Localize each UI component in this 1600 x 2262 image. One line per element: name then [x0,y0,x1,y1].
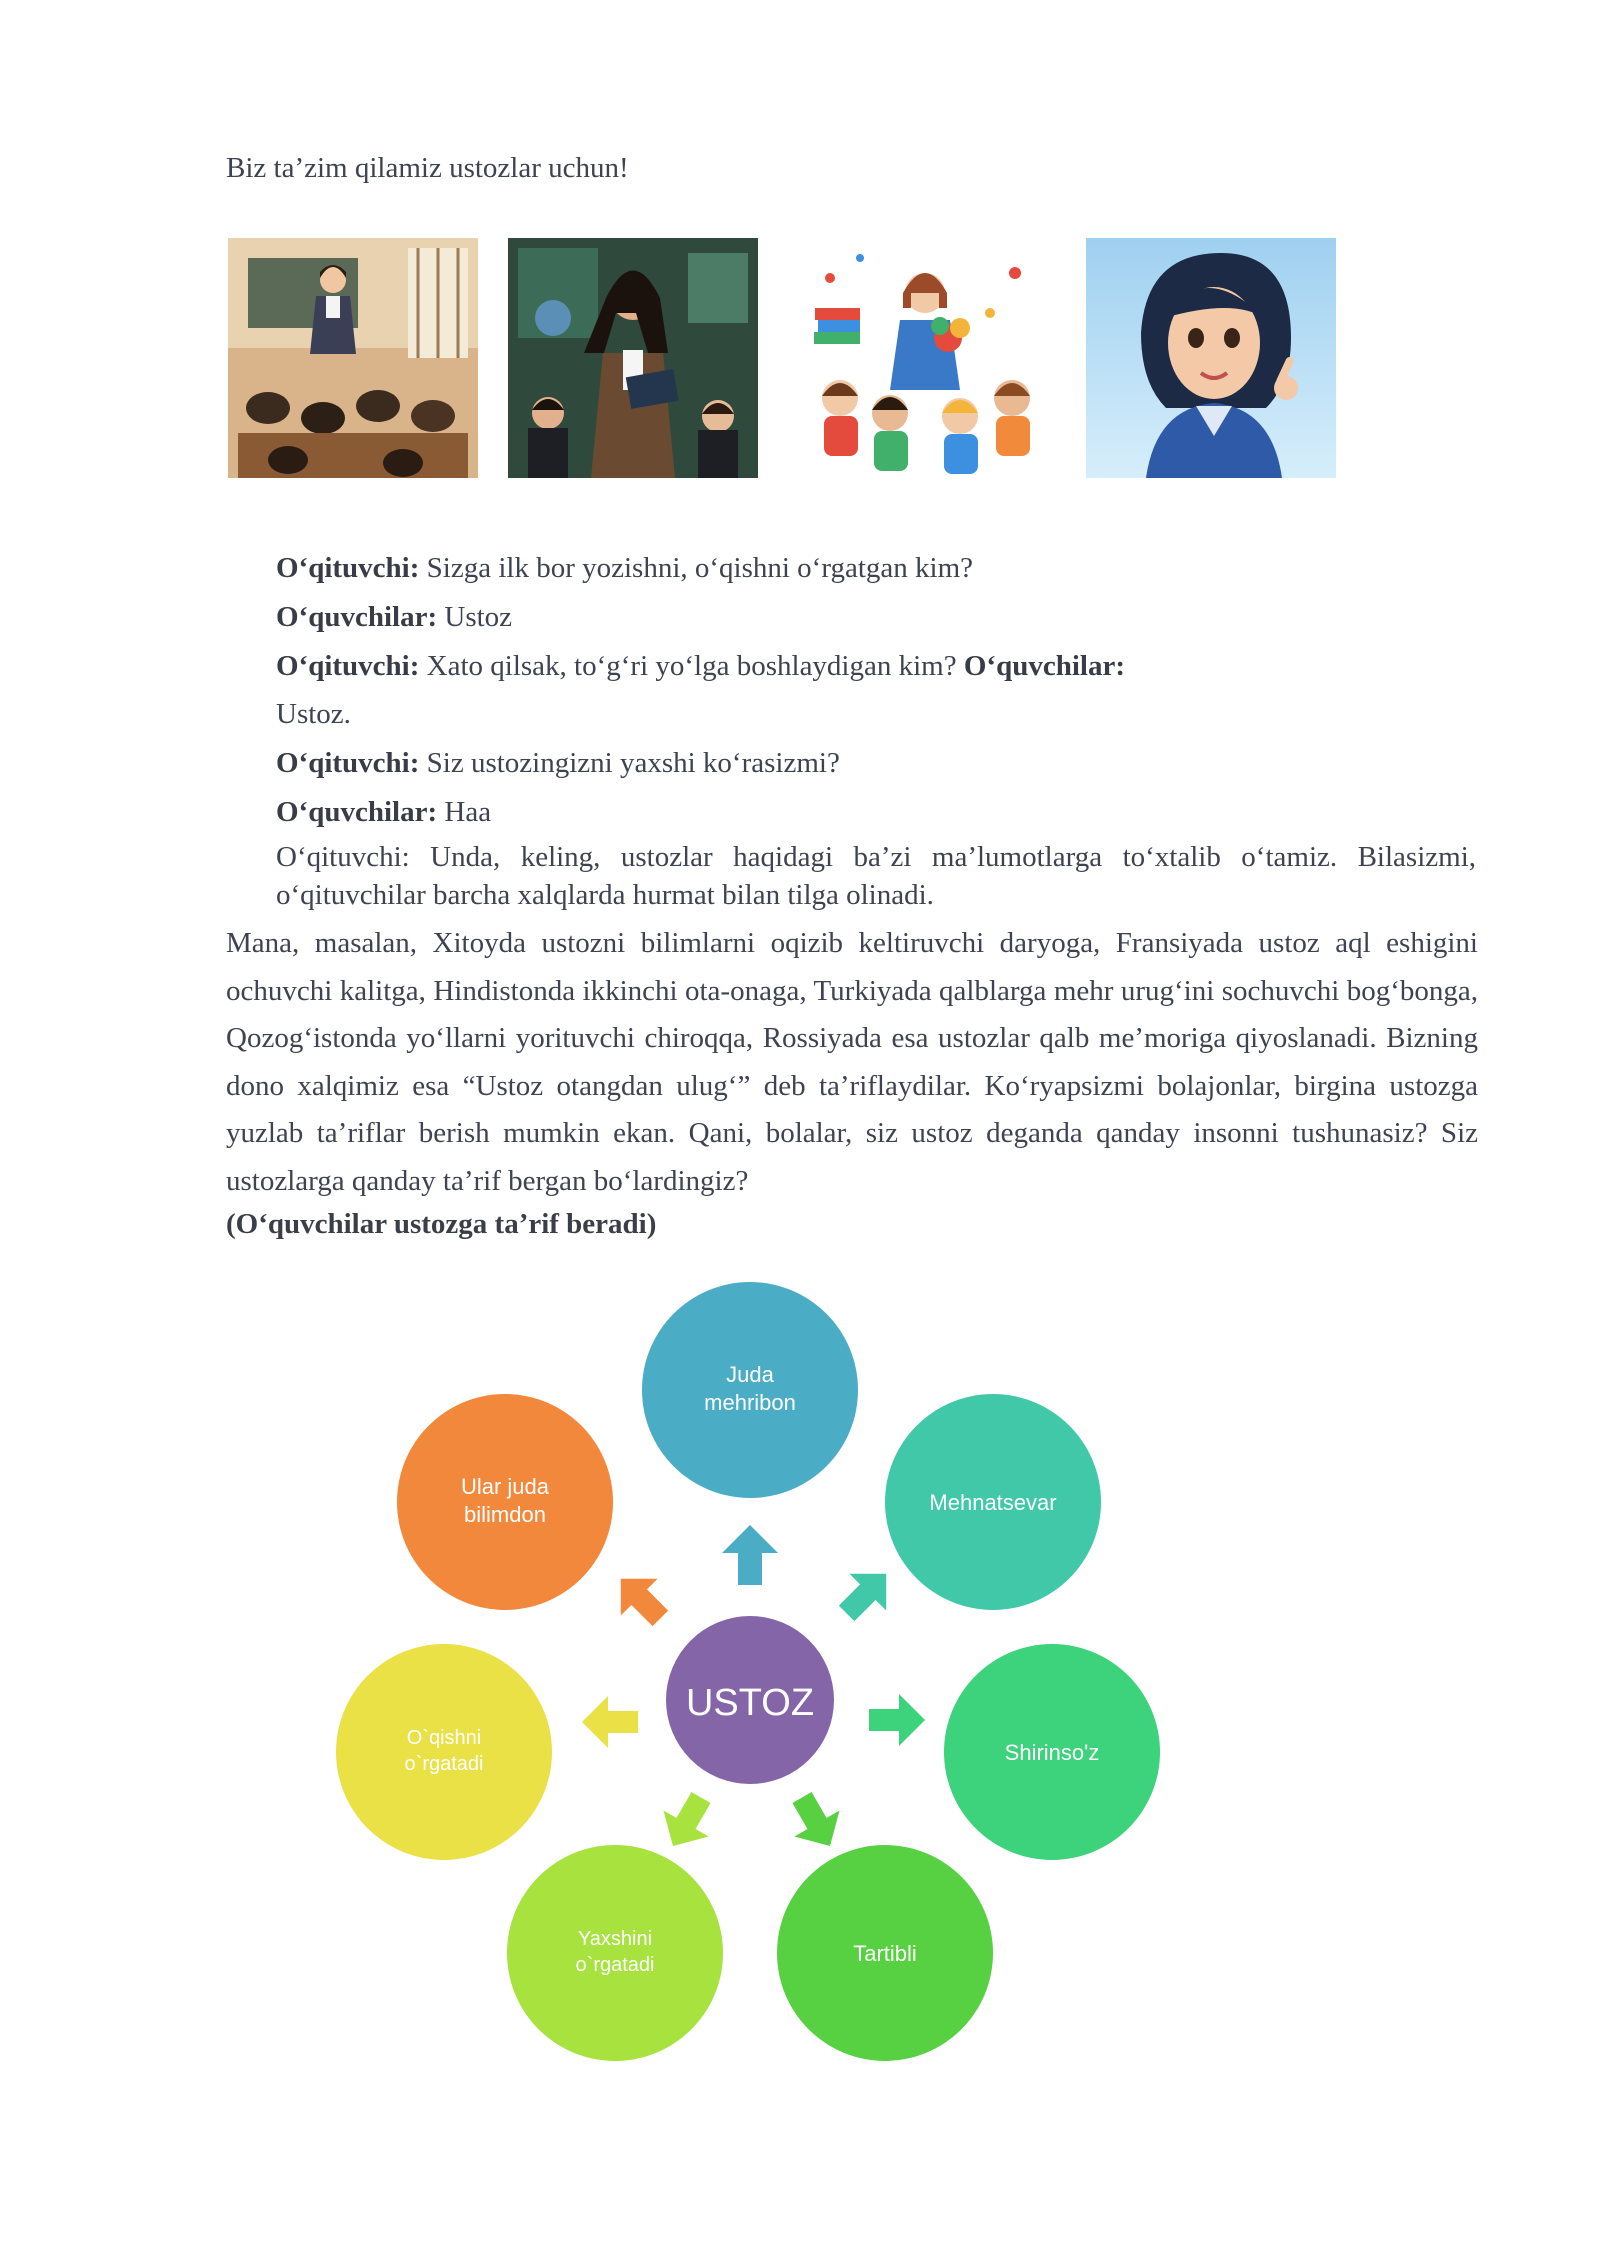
arrow-icon [650,1784,723,1858]
circle-lower-right [777,1845,993,2061]
dialogue-line-5 [276,794,491,830]
circle-upper-right-label: Mehnatsevar [929,1490,1057,1515]
dialogue-line-3 [276,648,1125,684]
dialogue-line-1 [276,550,973,586]
speaker-teacher: O‘qituvchi: [276,552,420,584]
circle-left-label-1: O`qishni [406,1727,482,1749]
center-label: USTOZ [685,1682,815,1724]
dialogue-line-2 [276,599,512,635]
speaker-students: O‘quvchilar: [276,796,438,828]
circle-upper-left [397,1394,613,1610]
circle-upper-right [885,1394,1101,1610]
circle-right-label: Shirinso'z [1004,1740,1100,1765]
instruction-line [226,1208,656,1241]
arrow-icon [722,1525,778,1585]
arrow-icon [602,1560,678,1636]
circle-lower-left-label-1: Yaxshini [577,1928,653,1950]
ustoz-cycle-diagram [300,1270,1200,2080]
arrow-icon [582,1696,638,1748]
circle-lower-left [507,1845,723,2061]
circle-lower-right-label: Tartibli [853,1941,917,1966]
circle-top-label-2: mehribon [704,1390,796,1415]
dialogue-text: Xato qilsak, to‘g‘ri yo‘lga boshlaydigan kim? [419,650,964,682]
arrow-icon [828,1555,904,1631]
arrow-icon [779,1784,852,1858]
classroom-illustration [228,238,478,478]
dialogue-answer-3: Ustoz. [276,698,351,730]
speaker-teacher: O‘qituvchi: [276,650,420,682]
circle-right [944,1644,1160,1860]
circle-lower-left-label-2: o`rgatadi [575,1954,655,1976]
circle-left [336,1644,552,1860]
circle-upper-left-label-1: Ular juda [460,1474,550,1499]
dialogue-text: Siz ustozingizni yaxshi ko‘rasizmi? [419,747,840,779]
instruction-text: (O‘quvchilar ustozga ta’rif beradi) [226,1208,657,1240]
intro-line: Biz ta’zim qilamiz ustozlar uchun! [226,152,629,184]
circle-center [666,1616,834,1784]
teacher-with-book-illustration [508,238,758,478]
dialogue-text: Sizga ilk bor yozishni, o‘qishni o‘rgatgan kim? [419,552,974,584]
teacher-with-children-illustration [800,238,1050,478]
circle-upper-left-label-2: bilimdon [464,1502,546,1527]
circle-top-label-1: Juda [726,1362,774,1387]
speaker-students: O‘quvchilar: [963,650,1125,682]
speaker-teacher: O‘qituvchi: [276,747,420,779]
dialogue-text: Haa [437,796,492,828]
dialogue-line-4 [276,745,840,781]
dialogue-line-6: O‘qituvchi: Unda, keling, ustozlar haqidagi ba’zi ma’lumotlarga to‘xtalib o‘tamiz. Bilasizmi, o‘qituvchilar barcha xalqlarda hurmat bilan tilga olinadi. [276,841,1476,911]
circle-top [642,1282,858,1498]
speaker-students: O‘quvchilar: [276,601,438,633]
circle-left-label-2: o`rgatadi [404,1753,484,1775]
teacher-portrait-illustration [1086,238,1336,478]
arrow-icon [869,1694,925,1746]
dialogue-text: Ustoz [437,601,513,633]
body-paragraph: Mana, masalan, Xitoyda ustozni bilimlarni oqizib keltiruvchi daryoga, Fransiyada ustoz aql eshigini ochuvchi kalitga, Hindistonda ikkinchi ota-onaga, Turkiyada qalblarga mehr urug‘ini sochuvchi bog‘bonga, Qozog‘istonda yo‘llarni yorituvchi chiroqqa, Rossiyada esa ustozlar qalb me’moriga qiyoslanadi. Bizning dono xalqimiz esa “Ustoz otangdan ulug‘” deb ta’riflaydilar. Ko‘ryapsizmi bolajonlar, birgina ustozga yuzlab ta’riflar berish mumkin ekan. Qani, bolalar, siz ustoz deganda qanday insonni tushunasiz? Siz ustozlarga qanday ta’rif bergan bo‘lardingiz? [226,927,1478,1197]
